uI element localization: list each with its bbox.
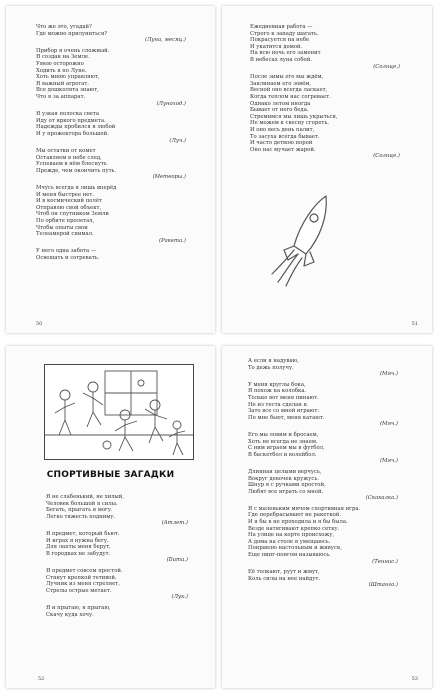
riddle-line: И меня быстрее нет.	[36, 191, 95, 198]
page-50	[6, 6, 215, 333]
page-number: 51	[411, 321, 418, 327]
riddle-line: Скачу куда хочу.	[46, 611, 94, 618]
riddle-line: Весной оно всегда ласкает,	[250, 87, 328, 94]
riddle-line: Строго к западу шагать.	[250, 30, 319, 37]
riddle-line: Ежедневная работа —	[250, 24, 313, 30]
riddle-line: А если я надуваю,	[248, 358, 299, 364]
riddle-line: Её толкают, руут и жмут,	[248, 569, 320, 576]
riddle-line: Любят все играть со мной.	[248, 488, 324, 495]
rocket-illustration	[264, 190, 344, 290]
riddle-line: Заклинаем его зовём,	[250, 80, 312, 87]
riddle-line: Только вот меня пинают.	[248, 394, 319, 401]
riddle-line: Хоть мною управляют,	[36, 74, 100, 81]
riddle-answer: (Солнце.)	[373, 153, 400, 160]
riddle-line: Вокруг девочек кружусь.	[248, 475, 319, 482]
riddle-line: Я с маленьким мячом спортивная игра.	[248, 505, 361, 512]
riddle-line: И укатится домой.	[250, 43, 303, 50]
riddle-line: Иду от яркого предмета.	[36, 117, 106, 124]
riddle-line: В небесах луна собой.	[250, 56, 312, 63]
riddle-line: Я предмет совсем простой.	[46, 567, 123, 574]
riddle-line: Надежды пробился я любой	[36, 124, 116, 131]
riddle-line: Мы остатки от комет	[36, 148, 96, 155]
riddle-line: И играх я нужна бегу.	[46, 537, 109, 544]
riddle-line: Чтоб он спутником Земли	[36, 211, 109, 218]
riddle-answer: (Скакалка.)	[365, 495, 398, 502]
riddle-line: Прибор я очень сложный.	[36, 47, 110, 54]
riddle-line: Легко тяжесть подниму.	[46, 513, 116, 520]
riddle-line: По орбите пролетал,	[36, 218, 95, 225]
riddle-line: Когда теплом нас согревает.	[250, 93, 331, 100]
riddle-line: Хоть не всегда не знаем.	[248, 438, 318, 445]
riddle-line: Я и прыгаю, я прыгаю,	[46, 604, 111, 611]
riddle-answer: (Луна, месяц.)	[144, 37, 186, 44]
riddle-line: Его мы ловим и бросаем,	[248, 431, 319, 438]
riddle-line: Человек большой я силы.	[46, 500, 118, 507]
riddle	[250, 74, 400, 160]
riddle-answer: (Лук.)	[171, 594, 188, 601]
riddle	[46, 568, 188, 601]
riddle-line: И в космический полёт	[36, 198, 102, 205]
riddle-line: Не из теста сделан я.	[248, 401, 309, 408]
riddle	[36, 185, 186, 244]
riddle-line: Оставляем в небе след,	[36, 154, 102, 161]
riddle-line: Не можем к свесну сгореть.	[250, 120, 329, 127]
riddle-answer: (Штанга.)	[368, 582, 398, 589]
riddle-line: Мчусь всегда я лишь вперёд	[36, 185, 117, 192]
riddle	[36, 111, 186, 144]
riddle-answer: (Мяч.)	[379, 458, 398, 465]
riddle-line: У меня круглы бока,	[248, 381, 306, 388]
riddle-line: И у прожектора большой.	[36, 130, 109, 137]
riddle-line: Шнур я с ручками простой,	[248, 482, 326, 489]
riddle-line: Бегать, прыгать я могу.	[46, 507, 113, 514]
children-playing-image	[45, 365, 193, 459]
riddle	[36, 248, 186, 261]
riddle	[248, 506, 398, 565]
riddle-line: Я предмет, который бьют.	[46, 530, 120, 537]
riddle-answer: (Бита.)	[166, 557, 188, 564]
riddle-line: Где можно прилуниться?	[36, 30, 108, 37]
riddle-answer: (Мяч.)	[379, 371, 398, 378]
riddle-line: А дома на столе я умещаюсь.	[248, 538, 331, 545]
riddle-line: Везде натягивают крепко сетку.	[248, 525, 340, 532]
riddle-line: Коль силы на нее найдут.	[248, 575, 321, 582]
riddle-answer: (Мяч.)	[379, 421, 398, 428]
riddle-line: И я бы в не проходила и я бы была.	[248, 519, 348, 526]
riddle-answer: (Луноход.)	[156, 100, 186, 107]
riddle-line: То засуха всегда бывает.	[250, 133, 320, 140]
riddle-line: В городках не забудут.	[46, 550, 111, 557]
riddle-line: Бывает от него беда.	[250, 107, 309, 114]
riddle-line: В баскетбол и волейбол.	[248, 451, 317, 458]
riddle-line: С ним играем мы в футбол,	[248, 445, 325, 452]
riddle-line: Лучник из меня стреляет,	[46, 581, 120, 588]
riddle-column	[46, 494, 188, 622]
riddle-line: Чтобы опыты свои	[36, 224, 88, 231]
riddle-answer: (Солнце.)	[373, 63, 400, 70]
riddle-column	[36, 24, 186, 266]
riddle	[248, 432, 398, 465]
riddle	[36, 48, 186, 107]
riddle-line: Все дошколята знают,	[36, 87, 99, 94]
riddle-line: Что я за аппарат.	[36, 93, 86, 100]
riddle-line: Ходить я по Луне.	[36, 67, 87, 74]
riddle-answer: (Атлет.)	[161, 520, 188, 527]
riddle	[46, 494, 188, 527]
riddle-line: Стрелы острые метает.	[46, 587, 112, 594]
riddle-answer: (Метеоры.)	[152, 174, 186, 181]
riddle-line: Длинная целыми верчусь,	[248, 468, 322, 475]
riddle-line: Я похож на колобка.	[248, 388, 307, 395]
riddle-line: Телеамерой снимал.	[36, 231, 94, 238]
riddle-line: Освещать и согревать.	[36, 255, 100, 261]
riddle-line: У него одна забота —	[36, 248, 97, 255]
section-title: СПОРТИВНЫЕ ЗАГАДКИ	[46, 470, 175, 480]
riddle	[250, 24, 400, 70]
sports-illustration	[44, 364, 194, 460]
riddle-line: Умею осторожно	[36, 60, 84, 67]
riddle	[36, 24, 186, 44]
riddle	[248, 469, 398, 502]
page-number: 50	[36, 321, 43, 327]
riddle-line: По мне бьют, меня катают.	[248, 414, 325, 421]
riddle-line: И оно весь день палит,	[250, 126, 315, 133]
riddle-column	[250, 24, 400, 164]
riddle-line: То дежь получу.	[248, 364, 294, 371]
riddle	[248, 382, 398, 428]
riddle-line: На всю ночь его заменит	[250, 50, 321, 57]
riddle-line: Я не слабенький, не хилый,	[46, 494, 124, 500]
page-53	[222, 346, 432, 688]
riddle-line: Успеваем в нём блеснуть	[36, 161, 107, 168]
riddle	[248, 358, 398, 378]
riddle-line: Я узкая полоска света	[36, 111, 100, 118]
riddle-line: Стремимся мы лишь укрыться,	[250, 113, 338, 120]
riddle-line: Зато все со мной играют:	[248, 408, 320, 415]
riddle-answer: (Луч.)	[169, 137, 186, 144]
riddle-line: Что же это, угадай?	[36, 24, 92, 30]
riddle-line: На улице на корте происхожу,	[248, 532, 335, 539]
riddle-line: Я создан на Земле.	[36, 54, 90, 61]
riddle-line: Стянут крепкой тетивой.	[46, 574, 117, 581]
riddle-line: И частo детвою порой	[250, 140, 313, 147]
riddle	[46, 605, 188, 618]
riddle-line: Прежде, чем окончить путь.	[36, 167, 117, 174]
riddle-line: Для лапты меня берут,	[46, 544, 111, 551]
page-number: 53	[411, 676, 418, 682]
riddle	[248, 569, 398, 589]
riddle-answer: (Ракета.)	[158, 237, 186, 244]
page-52	[6, 346, 215, 688]
riddle	[46, 531, 188, 564]
riddle-line: Еще пинг-понгом называюсь.	[248, 552, 331, 559]
riddle-line: Где перебрасывают не ракеткой.	[248, 512, 342, 519]
riddle	[36, 148, 186, 181]
riddle-line: После зимы его мы ждём,	[250, 74, 324, 81]
riddle-line: Оно нас мучает жарой.	[250, 146, 316, 153]
riddle-line: Отправлю свой объект,	[36, 204, 102, 211]
page-number: 52	[38, 676, 45, 682]
riddle-column	[248, 358, 398, 593]
riddle-line: Я важный агрегат.	[36, 80, 89, 87]
riddle-line: Понравлю настольным и живуся,	[248, 545, 342, 552]
riddle-line: Покрасуется на небе	[250, 37, 310, 44]
riddle-answer: (Теннис.)	[372, 558, 398, 565]
riddle-line: Однако летом иногда	[250, 100, 311, 107]
